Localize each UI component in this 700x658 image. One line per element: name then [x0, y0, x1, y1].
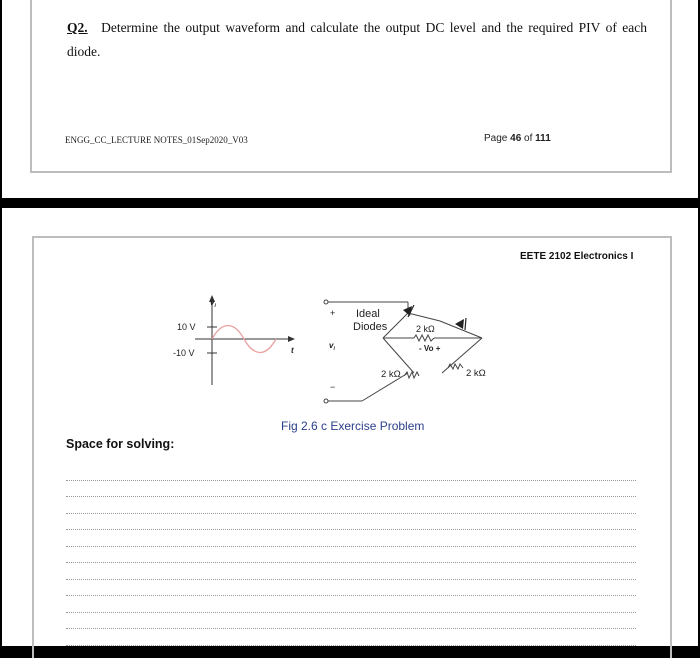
question-block	[67, 16, 647, 64]
resistor-bottom	[404, 372, 419, 378]
footer-page-of: of	[521, 133, 536, 144]
vi-label: $v_i$	[329, 341, 335, 352]
answer-line	[66, 514, 636, 531]
page-top	[2, 0, 698, 198]
input-terminal-bottom	[324, 399, 328, 403]
axis-v-label: $v_i$	[210, 298, 216, 309]
diodes-label: Diodes	[353, 321, 388, 333]
page-bottom	[2, 208, 698, 646]
answer-line	[66, 464, 636, 481]
minus-sign: −	[330, 382, 336, 392]
input-waveform-graph	[173, 295, 295, 385]
footer-page-current: 46	[510, 133, 522, 144]
answer-line	[66, 530, 636, 547]
footer-page-number	[484, 133, 551, 144]
footer-page-total: 111	[535, 133, 551, 144]
circuit-figure	[152, 293, 502, 418]
figure-caption: Fig 2.6 c Exercise Problem	[281, 419, 425, 433]
answer-line	[66, 481, 636, 498]
space-for-solving-label: Space for solving:	[66, 437, 175, 451]
answer-line	[66, 580, 636, 597]
resistor-center	[414, 335, 434, 341]
x-axis-arrow	[288, 336, 295, 342]
plus-sign: +	[330, 308, 336, 318]
answer-line	[66, 547, 636, 564]
r-bottom-label: 2 kΩ	[381, 369, 401, 380]
answer-line	[66, 596, 636, 613]
question-number: Q2.	[67, 20, 88, 35]
r-right-label: 2 kΩ	[466, 368, 486, 379]
question-text: Determine the output waveform and calculate the output DC level and the required PIV of each diode.	[67, 20, 648, 59]
bridge-circuit	[324, 300, 482, 403]
label-neg10v: -10 V	[173, 348, 195, 358]
r-center-label: 2 kΩ	[416, 324, 435, 334]
label-10v: 10 V	[177, 322, 196, 332]
footer-document-id: ENGG_CC_LECTURE NOTES_01Sep2020_V03	[65, 135, 248, 145]
footer-page-prefix: Page	[484, 133, 511, 144]
answer-line	[66, 629, 636, 646]
input-terminal-top	[324, 300, 328, 304]
upper-link	[408, 313, 440, 321]
vo-label: - Vo +	[419, 344, 441, 353]
answer-lines	[66, 464, 636, 646]
answer-line	[66, 563, 636, 580]
answer-line	[66, 497, 636, 514]
axis-t-label: t	[291, 346, 294, 355]
answer-line	[66, 613, 636, 630]
course-header: EETE 2102 Electronics I	[520, 251, 634, 262]
ideal-label: Ideal	[356, 308, 380, 320]
resistor-right	[448, 364, 463, 369]
lower-diag-wire	[383, 338, 414, 373]
